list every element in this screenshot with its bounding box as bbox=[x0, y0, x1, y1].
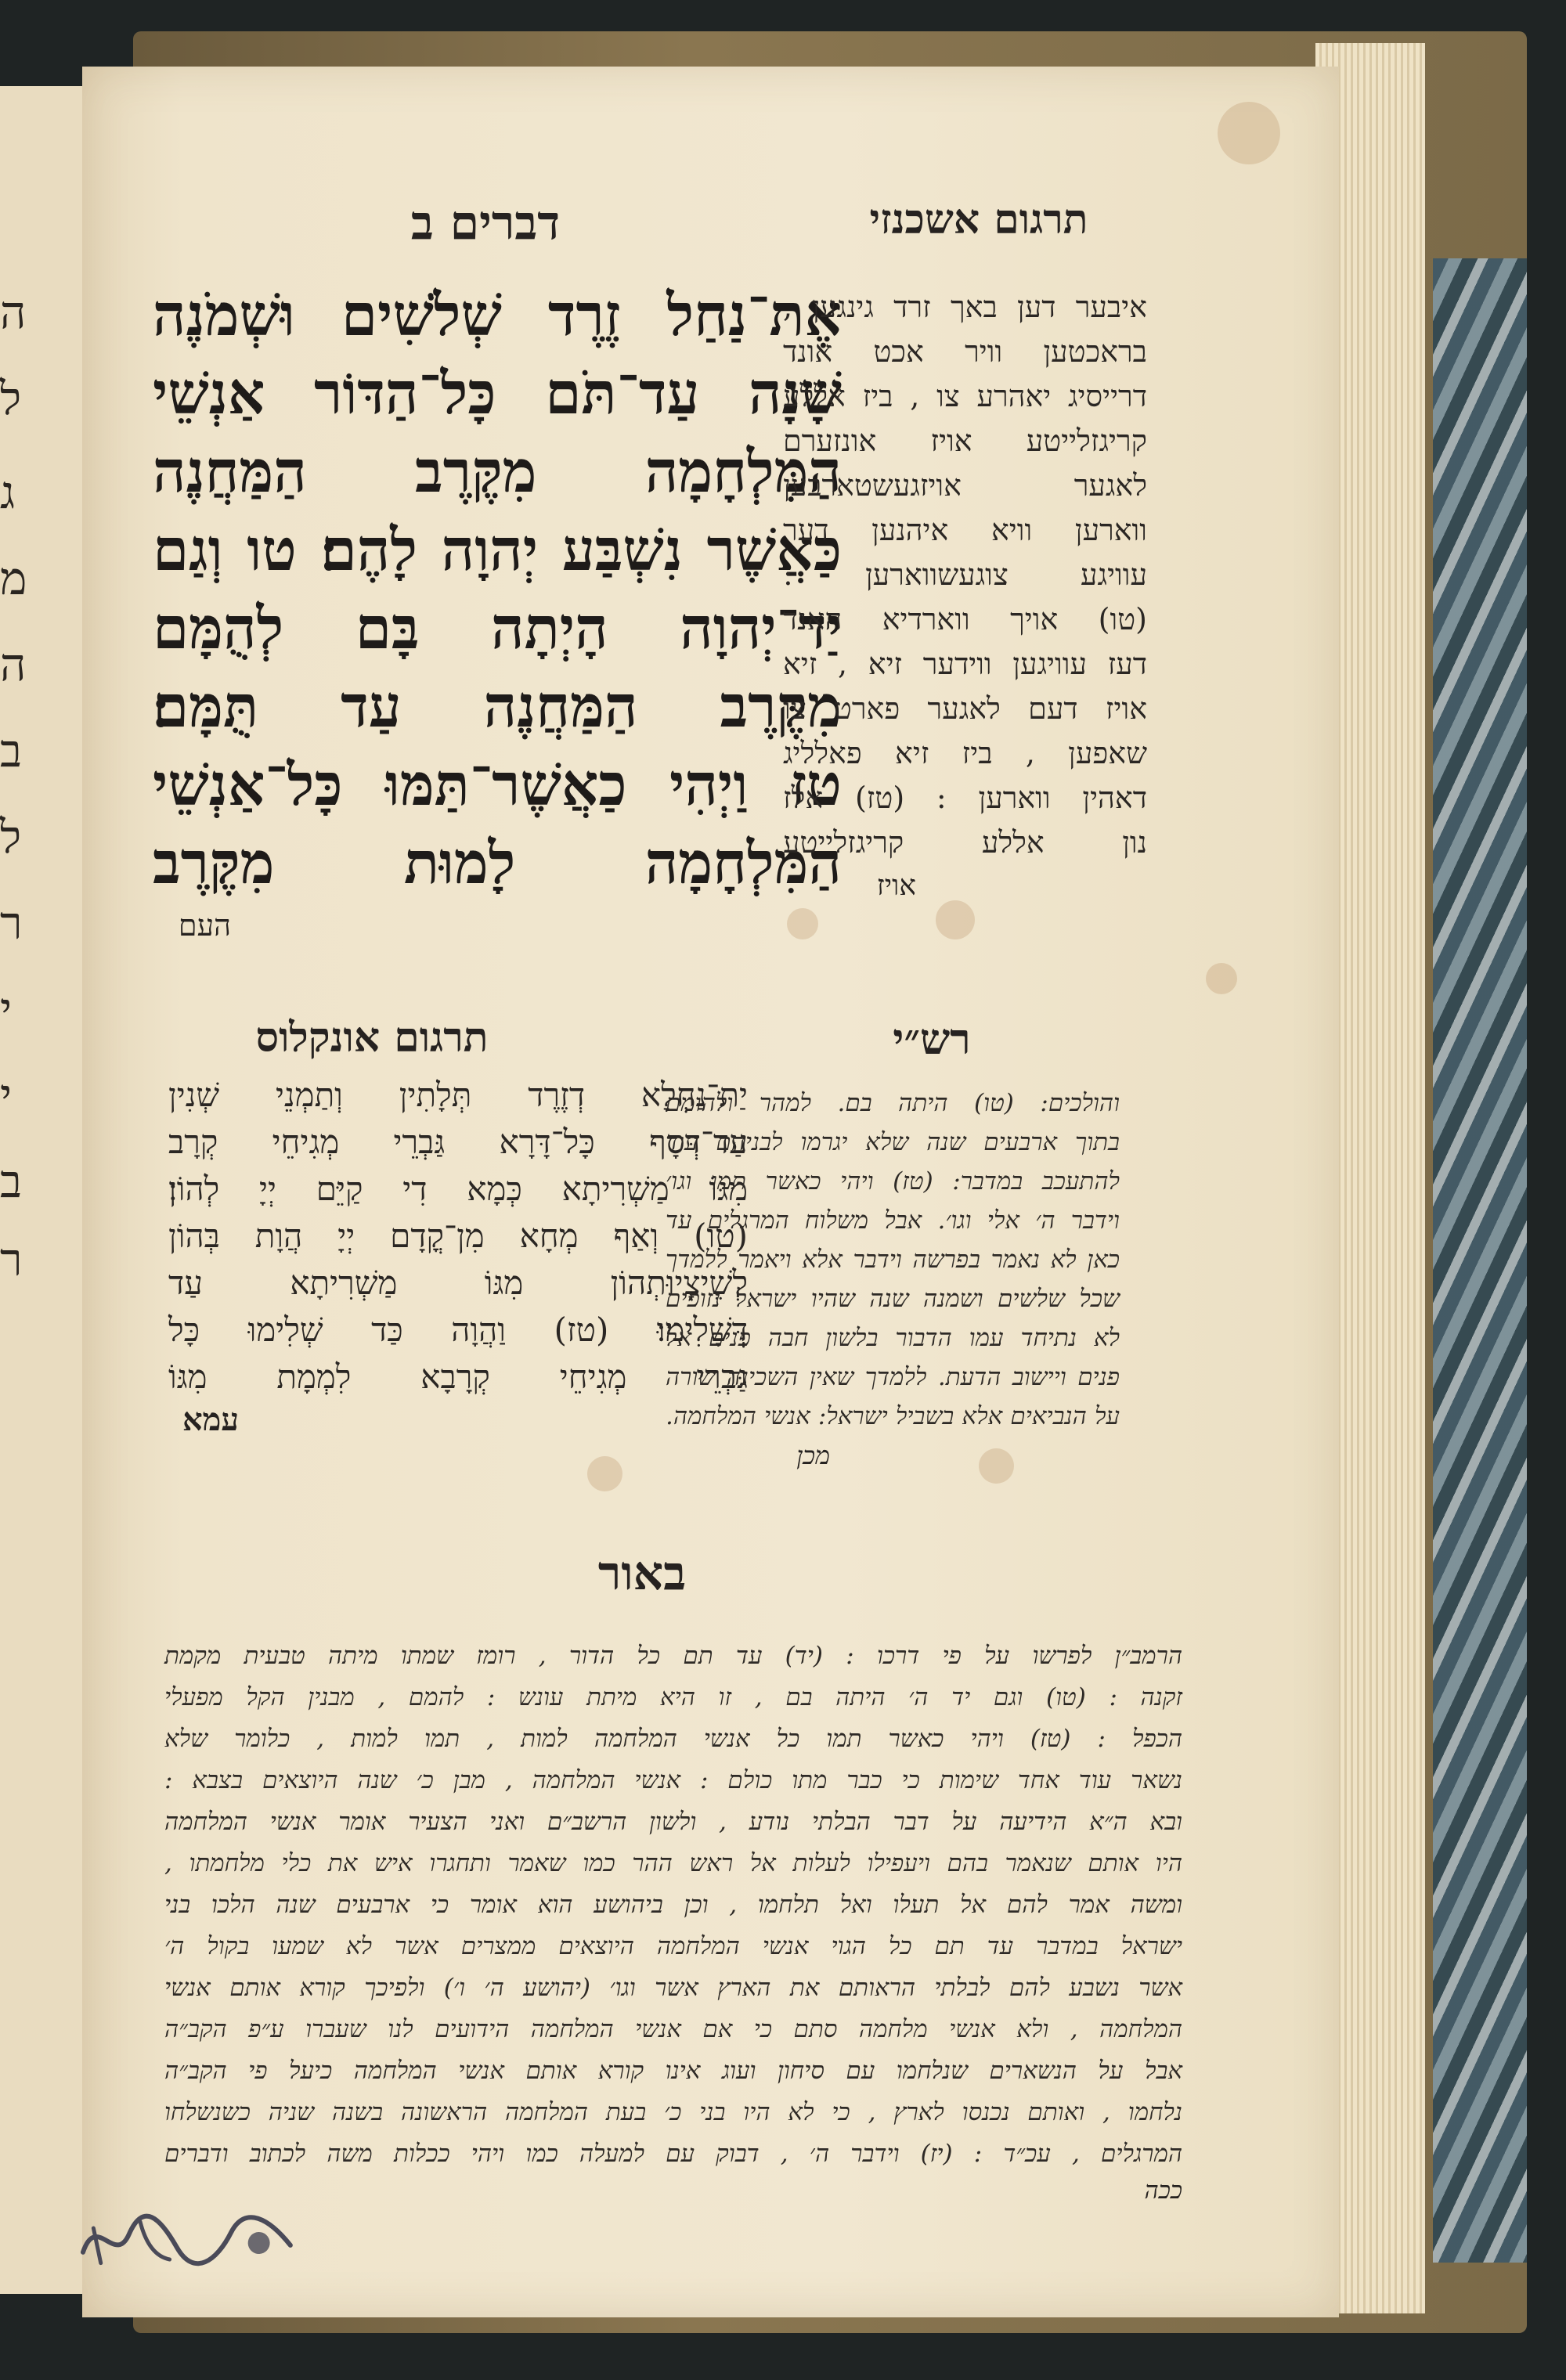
biur-line: ישראל במדבר עד תם כל הגוי אנשי המלחמה היוצאים ממצרים אשר לא שמעו בקול ה׳ bbox=[164, 1932, 1182, 1960]
left-fragment: ה bbox=[0, 286, 27, 339]
yiddish-line: קריגזלייטע אויז אונזערם bbox=[783, 424, 1147, 458]
left-fragment: י bbox=[0, 1069, 13, 1122]
onkelos-line: מִגּוֹ מַשְׁרִיתָא כְּמָא דִי קַיֵּם יְיָ לְהוֹן׃ bbox=[168, 1170, 748, 1208]
yiddish-line: בראכטען וויר אכט אונד bbox=[783, 334, 1147, 369]
left-fragment: ר bbox=[0, 896, 23, 950]
header-onkelos: תרגום אונקלוס bbox=[255, 1014, 489, 1062]
yiddish-line: דרייסיג יאהרע צו , ביז אללע bbox=[783, 379, 1147, 413]
biur-line: זקנה : (טו) וגם יד ה׳ היתה בם , זו היא מיתת עונש : להמם , מבנין הקל מפעלי bbox=[164, 1683, 1182, 1711]
stain bbox=[587, 1456, 622, 1491]
stain bbox=[787, 908, 818, 939]
yiddish-line: עוויגע צוגעשווארען : bbox=[783, 557, 1147, 592]
torah-line: שָׁנָה עַד־תֹּם כָּל־הַדּוֹר אַנְשֵׁי bbox=[153, 360, 842, 427]
yiddish-line: לאגער אויזגעשטארבען bbox=[783, 468, 1147, 503]
biur-line: ומשה אמר להם אל תעלו ואל תלחמו , וכן ביהושע הוא אומר כי ארבעים שנה הלכו בני bbox=[164, 1891, 1182, 1919]
left-fragment: י bbox=[0, 983, 13, 1036]
biur-line: הרמב״ן לפרשו על פי דרכו : (יד) עד תם כל הדור , רומז שמתו מיתה טבעית מקמת bbox=[164, 1642, 1182, 1670]
stain bbox=[936, 900, 975, 939]
rashi-line: וידבר ה׳ אלי וגו׳. אבל משלוח המרגלים עד bbox=[666, 1206, 1120, 1235]
handwritten-signature bbox=[64, 2186, 303, 2284]
rashi-line: לא נתיחד עמו הדבור בלשון חבה פנים אל bbox=[666, 1324, 1120, 1352]
left-fragment: ב bbox=[0, 724, 22, 777]
rashi-line: על הנביאים אלא בשביל ישראל: אנשי המלחמה. bbox=[666, 1402, 1120, 1430]
biur-line: המלחמה , ולא אנשי מלחמה סתם כי אם אנשי המלחמה הידועים לנו שעברו ע״פ הקב״ה bbox=[164, 2015, 1182, 2043]
stain bbox=[1206, 963, 1237, 994]
rashi-line: כאן לא נאמר בפרשה וידבר אלא ויאמר ללמדך bbox=[666, 1246, 1120, 1274]
yiddish-line: דעז עוויגען ווידער זיא , זיא bbox=[783, 647, 1147, 681]
onkelos-catchword: עמא bbox=[182, 1401, 239, 1438]
onkelos-line: דְּשָׁלִימוּ׃ (טז) וַהֲוָה כַּד שְׁלִימוּ כָּל bbox=[168, 1311, 748, 1349]
yiddish-line: (טו) אויך ווארדיא האנד bbox=[783, 602, 1147, 636]
torah-line: יַד־יְהוָה הָיְתָה בָּם לְהֻמָּם bbox=[153, 595, 842, 662]
rashi-line: להתעכב במדבר: (טז) ויהי כאשר תמו וגו׳ bbox=[666, 1167, 1120, 1195]
biur-line: ובא ה״א הידיעה על דבר הבלתי נודע , ולשון הרשב״ם ואני הצעיר אומר אנשי המלחמה bbox=[164, 1808, 1182, 1836]
header-yiddish-translation: תרגום אשכנזי bbox=[869, 196, 1088, 243]
header-biur: באור bbox=[597, 1546, 687, 1601]
left-fragment: ב bbox=[0, 1155, 22, 1208]
torah-line: הַמִּלְחָמָה לָמוּת מִקֶּרֶב bbox=[153, 830, 842, 897]
onkelos-line: (טו) וְאַף מְחָא מִן־קֳדָם יְיָ הֲוָת בְּהוֹן bbox=[168, 1217, 748, 1255]
marbled-endpaper bbox=[1433, 258, 1527, 2263]
yiddish-line: שאפען , ביז זיא פאלליג bbox=[783, 736, 1147, 770]
left-fragment: ל bbox=[0, 372, 22, 425]
torah-line: הַמִּלְחָמָה מִקֶּרֶב הַמַּחֲנֶה bbox=[153, 438, 842, 506]
rashi-line: פנים ויישוב הדעת. ללמדך שאין השכינה שורה bbox=[666, 1363, 1120, 1391]
left-fragment: מ bbox=[0, 552, 27, 605]
torah-line: אֶת־נַחַל זֶרֶד שְׁלֹשִׁים וּשְׁמֹנֶה bbox=[153, 282, 842, 349]
biur-line: המרגלים , עכ״ד : (יז) וידבר ה׳ , דבוק עם למעלה כמו ויהי ככלות משה לכתוב ודברים bbox=[164, 2140, 1182, 2168]
yiddish-catchword: אויז bbox=[876, 870, 916, 902]
biur-line: נלחמו , ואותם נכנסו לארץ , כי לא היו בני כ׳ בעת המלחמה הראשונה בשנה שניה כשנשלחו bbox=[164, 2098, 1182, 2126]
header-torah-book: דברים ב bbox=[410, 196, 561, 251]
left-page-edge bbox=[0, 86, 91, 2294]
rashi-line: בתוך ארבעים שנה שלא יגרמו לבניהם עוד bbox=[666, 1128, 1120, 1156]
left-fragment: ל bbox=[0, 810, 22, 864]
biur-line: הכפל : (טז) ויהי כאשר תמו כל אנשי המלחמה למות , תמו למות , כלומר שלא bbox=[164, 1725, 1182, 1753]
onkelos-line: לְשֵׁיצָיוּתְהוֹן מִגּוֹ מַשְׁרִיתָא עַד bbox=[168, 1264, 748, 1302]
rashi-line: שכל שלשים ושמנה שנה שהיו ישראל נזופים bbox=[666, 1285, 1120, 1313]
stain bbox=[979, 1448, 1014, 1484]
biur-catchword: ככה bbox=[1144, 2176, 1182, 2205]
left-fragment: ה bbox=[0, 638, 27, 691]
torah-line: כַּאֲשֶׁר נִשְׁבַּע יְהוָה לָהֶם׃ טו וְגַם bbox=[153, 517, 842, 584]
left-fragment: ר bbox=[0, 1233, 23, 1286]
biur-line: אבל על הנשארים שנלחמו עם סיחון ועוג אינו קורא אותם אנשי המלחמה כיעל פי הקב״ה bbox=[164, 2057, 1182, 2085]
rashi-catchword: מכן bbox=[796, 1441, 830, 1470]
onkelos-line: גַּבְרֵי מְגִיחֵי קְרָבָא לִמְמָת מִגּוֹ bbox=[168, 1358, 748, 1396]
biur-line: אשר נשבע להם לבלתי הראותם את הארץ אשר וגו׳ (יהושע ה׳ ו׳) ולפיכך קורא אותם אנשי bbox=[164, 1974, 1182, 2002]
left-fragment: ג bbox=[0, 466, 16, 519]
rashi-line: והולכים: (טו) היתה בם. למהר ולהומם bbox=[666, 1089, 1120, 1117]
biur-line: היו אותם שנאמר בהם ויעפילו לעלות אל ראש ההר כמו שאמר ותחגרו איש את כלי מלחמתו , bbox=[164, 1849, 1182, 1877]
yiddish-line: דאהין ווארען : (טז) אלז bbox=[783, 781, 1147, 815]
torah-line: טז וַיְהִי כַאֲשֶׁר־תַּמּוּ כָּל־אַנְשֵׁי bbox=[153, 752, 842, 819]
torah-line: מִקֶּרֶב הַמַּחֲנֶה עַד תֻּמָּם׃ bbox=[153, 673, 842, 741]
onkelos-line: יַת־נַחְלָא דְזֶרֶד תְּלָתִין וְתַמְנֵי שְׁנִין bbox=[168, 1076, 748, 1114]
torah-catchword: העם bbox=[178, 908, 231, 943]
stain bbox=[1218, 102, 1280, 164]
yiddish-line: אויז דעם לאגער פארט צו bbox=[783, 691, 1147, 726]
yiddish-line: נון אללע קריגזלייטע bbox=[783, 825, 1147, 860]
yiddish-line: איבער דען באך זרד גינגען , bbox=[783, 290, 1147, 324]
yiddish-line: ווארען וויא איהנען דער bbox=[783, 513, 1147, 547]
header-rashi: רש״י bbox=[893, 1014, 971, 1064]
biur-line: נשאר עוד אחד שימות כי כבר מתו כולם : אנשי המלחמה , מבן כ׳ שנה היוצאים בצבא : bbox=[164, 1766, 1182, 1794]
onkelos-line: עַד־דְּסָף כָּל־דָּרָא גַּבְרֵי מְגִיחֵי קְרָב bbox=[168, 1123, 748, 1161]
